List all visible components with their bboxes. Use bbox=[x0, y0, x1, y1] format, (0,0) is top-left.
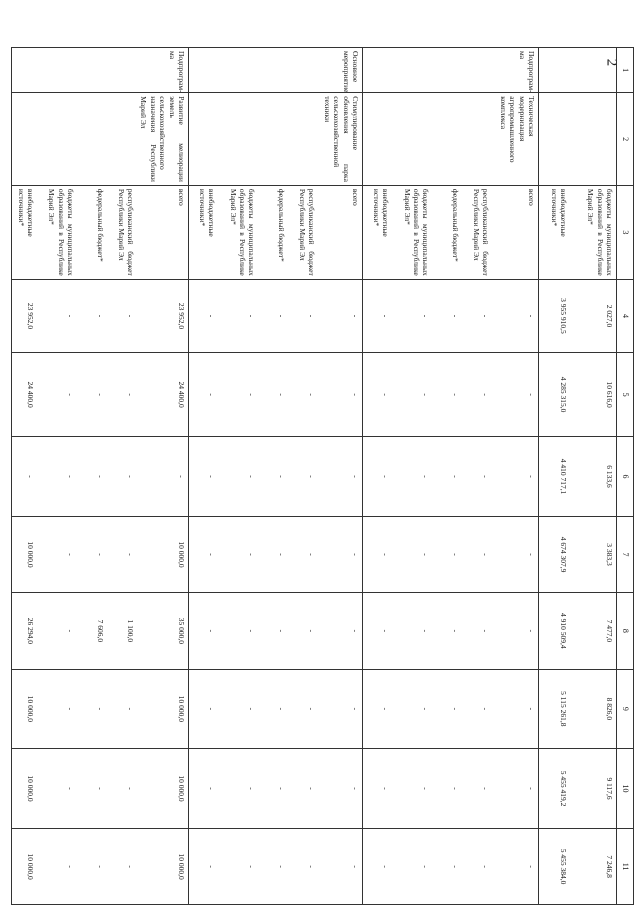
value-cell: - bbox=[493, 669, 539, 748]
value-cell: - bbox=[433, 353, 463, 437]
value-cell: - bbox=[189, 517, 219, 593]
source-cell: федеральный бюджет* bbox=[77, 185, 107, 279]
value-cell: - bbox=[37, 829, 77, 905]
name-cell bbox=[363, 93, 393, 186]
value-cell: - bbox=[393, 353, 433, 437]
name-cell bbox=[463, 93, 493, 186]
value-cell: - bbox=[433, 748, 463, 828]
status-cell bbox=[433, 48, 463, 93]
value-cell: - bbox=[289, 517, 319, 593]
value-cell: - bbox=[37, 592, 77, 669]
value-cell: - bbox=[189, 279, 219, 352]
value-cell: - bbox=[319, 669, 363, 748]
value-cell: - bbox=[189, 669, 219, 748]
status-cell: Подпрограм-ма bbox=[493, 48, 539, 93]
value-cell: 23 952,0 bbox=[137, 279, 188, 352]
name-cell bbox=[107, 93, 137, 186]
value-cell: - bbox=[289, 748, 319, 828]
name-cell bbox=[571, 93, 617, 186]
value-cell: 5 455 419,2 bbox=[539, 748, 571, 828]
value-cell: - bbox=[11, 436, 37, 516]
value-cell: - bbox=[289, 353, 319, 437]
value-cell: - bbox=[189, 829, 219, 905]
source-cell: бюджеты муниципальных образований в Республике Марий Эл* bbox=[571, 185, 617, 279]
table-row bbox=[107, 48, 137, 905]
value-cell: - bbox=[219, 829, 259, 905]
value-cell: 4 410 717,1 bbox=[539, 436, 571, 516]
status-cell bbox=[77, 48, 107, 93]
value-cell: - bbox=[363, 669, 393, 748]
value-cell: 7 606,0 bbox=[77, 592, 107, 669]
value-cell: - bbox=[107, 436, 137, 516]
table-row bbox=[37, 48, 77, 905]
value-cell: 8 826,0 bbox=[571, 669, 617, 748]
value-cell: - bbox=[107, 279, 137, 352]
value-cell: 10 000,0 bbox=[137, 748, 188, 828]
value-cell: - bbox=[289, 592, 319, 669]
value-cell: - bbox=[493, 436, 539, 516]
value-cell: 10 000,0 bbox=[11, 829, 37, 905]
source-cell: всего bbox=[137, 185, 188, 279]
value-cell: - bbox=[219, 436, 259, 516]
value-cell: - bbox=[107, 517, 137, 593]
value-cell: 24 400,0 bbox=[11, 353, 37, 437]
col-header: 5 bbox=[617, 353, 634, 437]
source-cell: республиканский бюджет Республики Марий Эл bbox=[107, 185, 137, 279]
value-cell: - bbox=[107, 669, 137, 748]
value-cell: 2 027,0 bbox=[571, 279, 617, 352]
source-cell: внебюджетные источники* bbox=[363, 185, 393, 279]
value-cell: - bbox=[319, 436, 363, 516]
value-cell: - bbox=[363, 436, 393, 516]
value-cell: - bbox=[37, 279, 77, 352]
table-header bbox=[617, 48, 634, 905]
value-cell: 26 294,0 bbox=[11, 592, 37, 669]
col-header: 11 bbox=[617, 829, 634, 905]
name-cell bbox=[539, 93, 571, 186]
table-row bbox=[189, 48, 219, 905]
value-cell: - bbox=[319, 829, 363, 905]
value-cell: - bbox=[259, 436, 289, 516]
value-cell: - bbox=[363, 353, 393, 437]
status-cell bbox=[11, 48, 37, 93]
value-cell: - bbox=[433, 436, 463, 516]
value-cell: 6 133,6 bbox=[571, 436, 617, 516]
value-cell: - bbox=[493, 829, 539, 905]
status-cell bbox=[463, 48, 493, 93]
value-cell: - bbox=[319, 353, 363, 437]
source-cell: внебюджетные источники* bbox=[11, 185, 37, 279]
value-cell: 10 000,0 bbox=[11, 517, 37, 593]
value-cell: - bbox=[393, 592, 433, 669]
value-cell: 3 383,3 bbox=[571, 517, 617, 593]
value-cell: - bbox=[37, 669, 77, 748]
value-cell: 7 477,0 bbox=[571, 592, 617, 669]
value-cell: - bbox=[319, 592, 363, 669]
value-cell: - bbox=[319, 748, 363, 828]
value-cell: - bbox=[259, 748, 289, 828]
col-header: 3 bbox=[617, 185, 634, 279]
col-header: 1 bbox=[617, 48, 634, 93]
value-cell: - bbox=[493, 517, 539, 593]
name-cell: Развитие мелиорации земель сельскохозяйственного назначения Республики Марий Эл bbox=[137, 93, 188, 186]
value-cell: 10 000,0 bbox=[11, 669, 37, 748]
value-cell: - bbox=[259, 517, 289, 593]
col-header: 2 bbox=[617, 93, 634, 186]
value-cell: - bbox=[363, 517, 393, 593]
value-cell: - bbox=[77, 353, 107, 437]
value-cell: - bbox=[493, 592, 539, 669]
value-cell: - bbox=[37, 436, 77, 516]
value-cell: - bbox=[77, 279, 107, 352]
source-cell: всего bbox=[319, 185, 363, 279]
name-cell bbox=[77, 93, 107, 186]
value-cell: - bbox=[259, 592, 289, 669]
value-cell: - bbox=[319, 279, 363, 352]
col-header: 8 bbox=[617, 592, 634, 669]
status-cell bbox=[189, 48, 219, 93]
table-body bbox=[11, 48, 616, 905]
status-cell bbox=[37, 48, 77, 93]
value-cell: - bbox=[433, 279, 463, 352]
value-cell: - bbox=[463, 517, 493, 593]
source-cell: республиканский бюджет Республики Марий Эл bbox=[463, 185, 493, 279]
value-cell: - bbox=[107, 353, 137, 437]
value-cell: 10 616,0 bbox=[571, 353, 617, 437]
col-header: 7 bbox=[617, 517, 634, 593]
table-row bbox=[363, 48, 393, 905]
value-cell: 5 455 384,0 bbox=[539, 829, 571, 905]
value-cell: - bbox=[463, 829, 493, 905]
value-cell: - bbox=[463, 748, 493, 828]
name-cell bbox=[433, 93, 463, 186]
status-cell bbox=[571, 48, 620, 93]
status-cell bbox=[107, 48, 137, 93]
value-cell: - bbox=[77, 436, 107, 516]
value-cell: - bbox=[37, 517, 77, 593]
source-cell: республиканский бюджет Республики Марий Эл bbox=[289, 185, 319, 279]
value-cell: - bbox=[37, 748, 77, 828]
source-cell: бюджеты муниципальных образований в Республике Марий Эл* bbox=[37, 185, 77, 279]
table-row bbox=[393, 48, 433, 905]
value-cell: 35 000,0 bbox=[137, 592, 188, 669]
name-cell bbox=[189, 93, 219, 186]
col-header: 6 bbox=[617, 436, 634, 516]
table-row bbox=[259, 48, 289, 905]
col-header: 9 bbox=[617, 669, 634, 748]
value-cell: - bbox=[433, 829, 463, 905]
source-cell: внебюджетные источники* bbox=[189, 185, 219, 279]
value-cell: - bbox=[393, 517, 433, 593]
value-cell: - bbox=[259, 669, 289, 748]
value-cell: 5 115 261,8 bbox=[539, 669, 571, 748]
value-cell: - bbox=[319, 517, 363, 593]
table-row bbox=[77, 48, 107, 905]
col-header: 10 bbox=[617, 748, 634, 828]
value-cell: - bbox=[289, 436, 319, 516]
value-cell: - bbox=[393, 748, 433, 828]
table-row bbox=[319, 48, 363, 905]
value-cell: - bbox=[189, 748, 219, 828]
value-cell: - bbox=[189, 353, 219, 437]
value-cell: 4 674 307,9 bbox=[539, 517, 571, 593]
value-cell: - bbox=[259, 829, 289, 905]
value-cell: 23 952,0 bbox=[11, 279, 37, 352]
table-row bbox=[463, 48, 493, 905]
value-cell: - bbox=[363, 279, 393, 352]
value-cell: - bbox=[463, 279, 493, 352]
source-cell: бюджеты муниципальных образований в Республике Марий Эл* bbox=[219, 185, 259, 279]
status-cell: Подпрограм-ма bbox=[137, 48, 188, 93]
table-row bbox=[11, 48, 37, 905]
value-cell: - bbox=[393, 279, 433, 352]
value-cell: - bbox=[433, 669, 463, 748]
value-cell: 10 000,0 bbox=[137, 829, 188, 905]
table-row bbox=[137, 48, 188, 905]
table-row bbox=[219, 48, 259, 905]
value-cell: - bbox=[219, 279, 259, 352]
name-cell bbox=[289, 93, 319, 186]
rotated-table-container bbox=[16, 47, 634, 905]
value-cell: - bbox=[77, 829, 107, 905]
value-cell: - bbox=[433, 592, 463, 669]
value-cell: - bbox=[463, 436, 493, 516]
value-cell: 4 910 509,4 bbox=[539, 592, 571, 669]
value-cell: - bbox=[137, 436, 188, 516]
value-cell: - bbox=[463, 592, 493, 669]
status-cell bbox=[259, 48, 289, 93]
value-cell: 10 000,0 bbox=[11, 748, 37, 828]
value-cell: - bbox=[289, 829, 319, 905]
source-cell: бюджеты муниципальных образований в Республике Марий Эл* bbox=[393, 185, 433, 279]
name-cell: Техническая модернизация агропромышленного комплекса bbox=[493, 93, 539, 186]
value-cell: 4 285 315,0 bbox=[539, 353, 571, 437]
table-row bbox=[289, 48, 319, 905]
name-cell bbox=[11, 93, 37, 186]
value-cell: - bbox=[189, 592, 219, 669]
name-cell bbox=[37, 93, 77, 186]
value-cell: - bbox=[493, 748, 539, 828]
table-row bbox=[571, 48, 617, 905]
value-cell: - bbox=[463, 669, 493, 748]
col-header: 4 bbox=[617, 279, 634, 352]
value-cell: - bbox=[433, 517, 463, 593]
value-cell: - bbox=[107, 748, 137, 828]
value-cell: - bbox=[77, 748, 107, 828]
value-cell: - bbox=[363, 592, 393, 669]
value-cell: 3 955 910,5 bbox=[539, 279, 571, 352]
name-cell bbox=[259, 93, 289, 186]
value-cell: 7 246,8 bbox=[571, 829, 617, 905]
value-cell: - bbox=[259, 279, 289, 352]
value-cell: 9 117,6 bbox=[571, 748, 617, 828]
status-cell bbox=[393, 48, 433, 93]
value-cell: - bbox=[363, 748, 393, 828]
value-cell: 1 100,0 bbox=[107, 592, 137, 669]
value-cell: - bbox=[77, 669, 107, 748]
value-cell: 10 000,0 bbox=[137, 517, 188, 593]
column-number-row bbox=[617, 48, 634, 905]
page-number: 2 bbox=[603, 58, 620, 67]
name-cell: Стимулирование обновления парка сельскохозяйственной техники bbox=[319, 93, 363, 186]
value-cell: - bbox=[219, 517, 259, 593]
value-cell: - bbox=[463, 353, 493, 437]
value-cell: - bbox=[219, 592, 259, 669]
status-cell bbox=[539, 48, 571, 93]
status-cell bbox=[363, 48, 393, 93]
source-cell: всего bbox=[493, 185, 539, 279]
value-cell: - bbox=[289, 279, 319, 352]
value-cell: 24 400,0 bbox=[137, 353, 188, 437]
value-cell: - bbox=[393, 669, 433, 748]
value-cell: - bbox=[219, 669, 259, 748]
budget-table bbox=[11, 47, 634, 905]
table-row bbox=[493, 48, 539, 905]
source-cell: внебюджетные источники* bbox=[539, 185, 571, 279]
value-cell: - bbox=[393, 829, 433, 905]
value-cell: - bbox=[493, 279, 539, 352]
status-cell bbox=[289, 48, 319, 93]
value-cell: - bbox=[289, 669, 319, 748]
value-cell: - bbox=[219, 353, 259, 437]
value-cell: - bbox=[363, 829, 393, 905]
value-cell: - bbox=[107, 829, 137, 905]
source-cell: федеральный бюджет* bbox=[259, 185, 289, 279]
value-cell: - bbox=[77, 517, 107, 593]
table-row bbox=[539, 48, 571, 905]
value-cell: - bbox=[493, 353, 539, 437]
value-cell: - bbox=[189, 436, 219, 516]
table-row bbox=[433, 48, 463, 905]
value-cell: - bbox=[219, 748, 259, 828]
value-cell: 10 000,0 bbox=[137, 669, 188, 748]
status-cell: Основное мероприятие bbox=[319, 48, 363, 93]
value-cell: - bbox=[259, 353, 289, 437]
name-cell bbox=[393, 93, 433, 186]
value-cell: - bbox=[393, 436, 433, 516]
source-cell: федеральный бюджет* bbox=[433, 185, 463, 279]
status-cell bbox=[219, 48, 259, 93]
value-cell: - bbox=[37, 353, 77, 437]
name-cell bbox=[219, 93, 259, 186]
